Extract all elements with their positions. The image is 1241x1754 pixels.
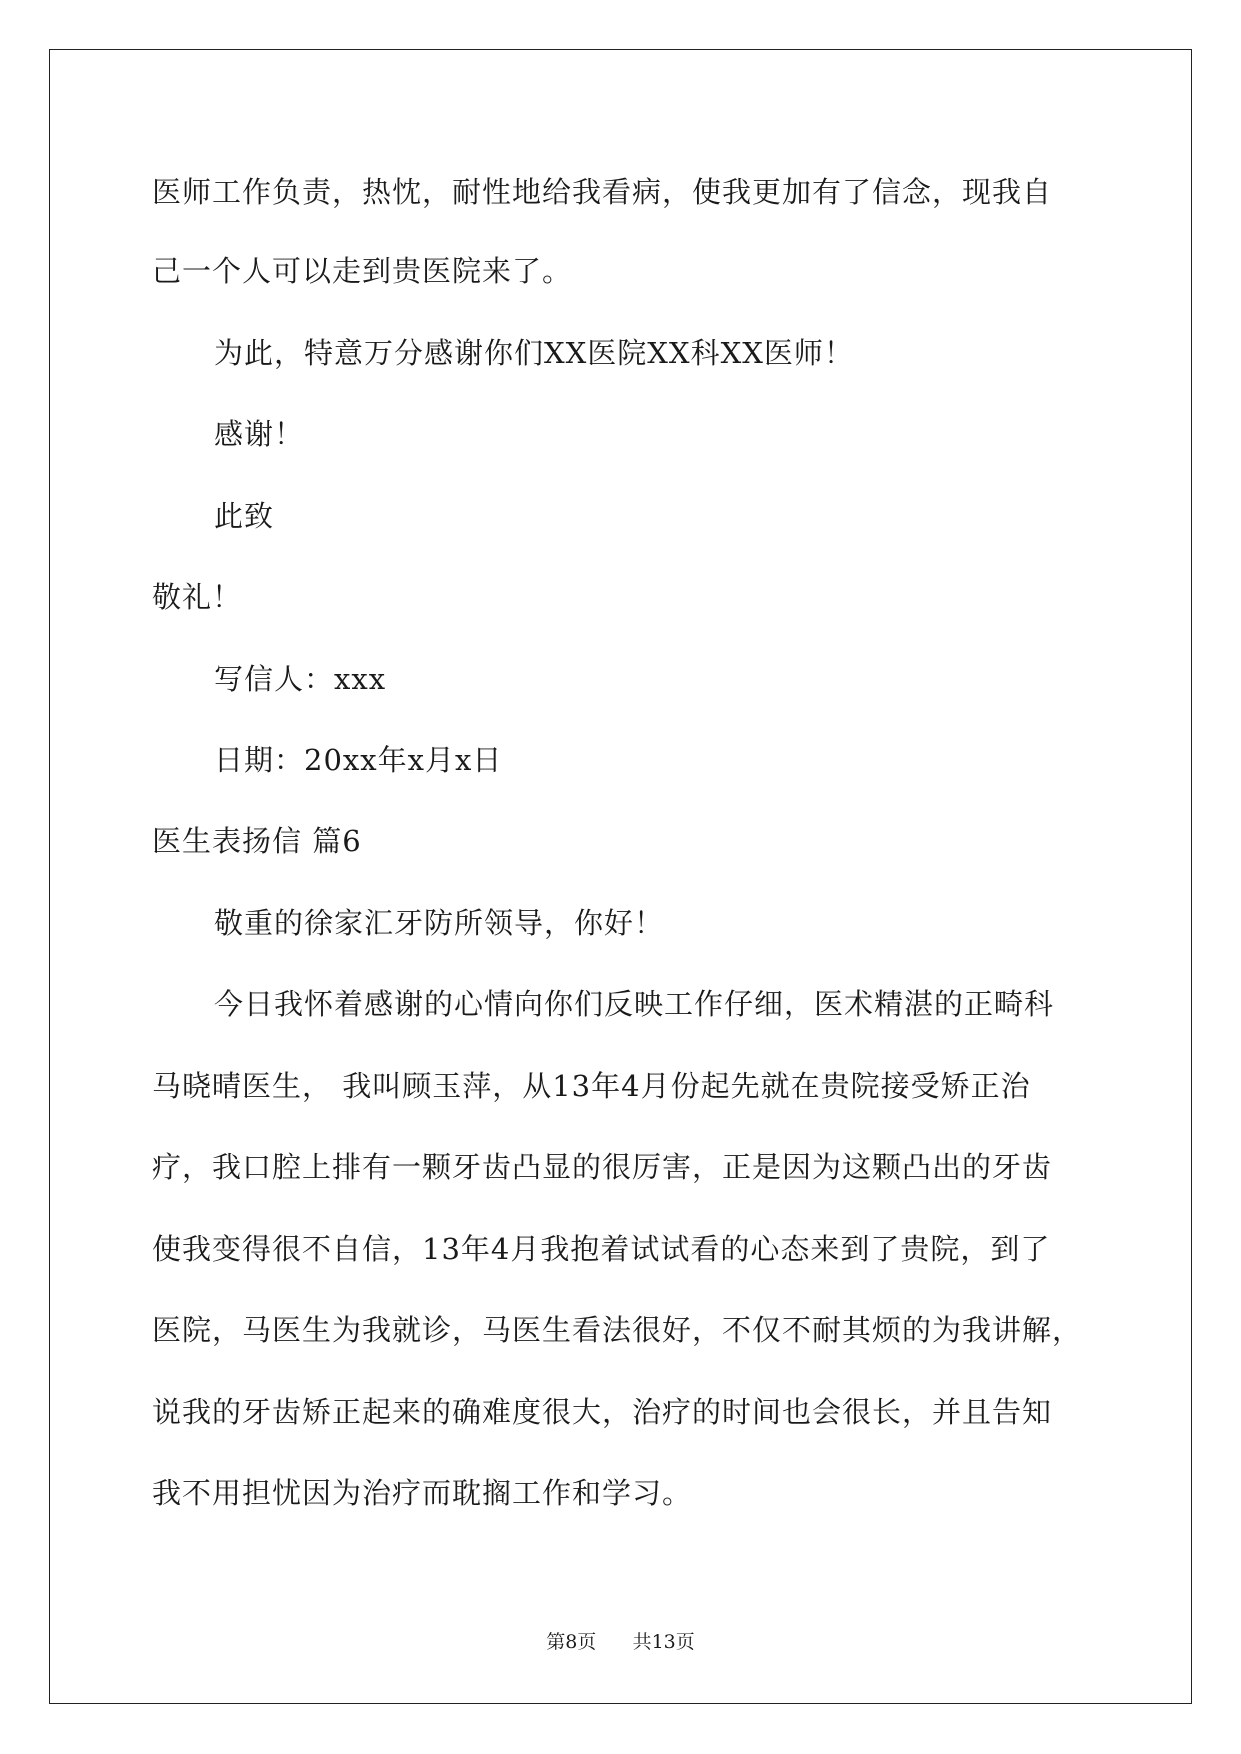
body-line-3: 今日我怀着感谢的心情向你们反映工作仔细，医术精湛的正畸科 xyxy=(214,987,1055,1021)
thanks-sentence: 为此，特意万分感谢你们XX医院XX科XX医师！ xyxy=(214,336,854,370)
body-line-1: 医师工作负责，热忱，耐性地给我看病，使我更加有了信念，现我自 xyxy=(152,175,1053,209)
body-line-4: 马晓晴医生， 我叫顾玉萍，从13年4月份起先就在贵院接受矫正治 xyxy=(152,1069,1031,1103)
body-line-8: 说我的牙齿矫正起来的确难度很大，治疗的时间也会很长，并且告知 xyxy=(152,1395,1053,1429)
page-total: 共13页 xyxy=(632,1631,695,1653)
body-line-9: 我不用担忧因为治疗而耽搁工作和学习。 xyxy=(152,1476,693,1510)
body-line-2: 己一个人可以走到贵医院来了。 xyxy=(152,254,573,288)
greeting-line: 敬重的徐家汇牙防所领导，你好！ xyxy=(214,906,665,940)
page-number: 第8页 xyxy=(546,1631,597,1653)
writer-line: 写信人：xxx xyxy=(214,662,387,696)
page-frame xyxy=(49,49,1192,1704)
body-line-6: 使我变得很不自信，13年4月我抱着试试看的心态来到了贵院，到了 xyxy=(152,1232,1051,1266)
thanks-line: 感谢！ xyxy=(214,417,305,451)
body-line-5: 疗，我口腔上排有一颗牙齿凸显的很厉害，正是因为这颗凸出的牙齿 xyxy=(152,1150,1053,1184)
page-footer xyxy=(0,1630,1241,1654)
date-line: 日期：20xx年x月x日 xyxy=(214,743,503,777)
closing-line: 此致 xyxy=(214,499,275,533)
body-line-7: 医院，马医生为我就诊，马医生看法很好，不仅不耐其烦的为我讲解， xyxy=(152,1313,1083,1347)
salute-line: 敬礼！ xyxy=(152,580,243,614)
section-heading: 医生表扬信 篇6 xyxy=(152,824,362,858)
